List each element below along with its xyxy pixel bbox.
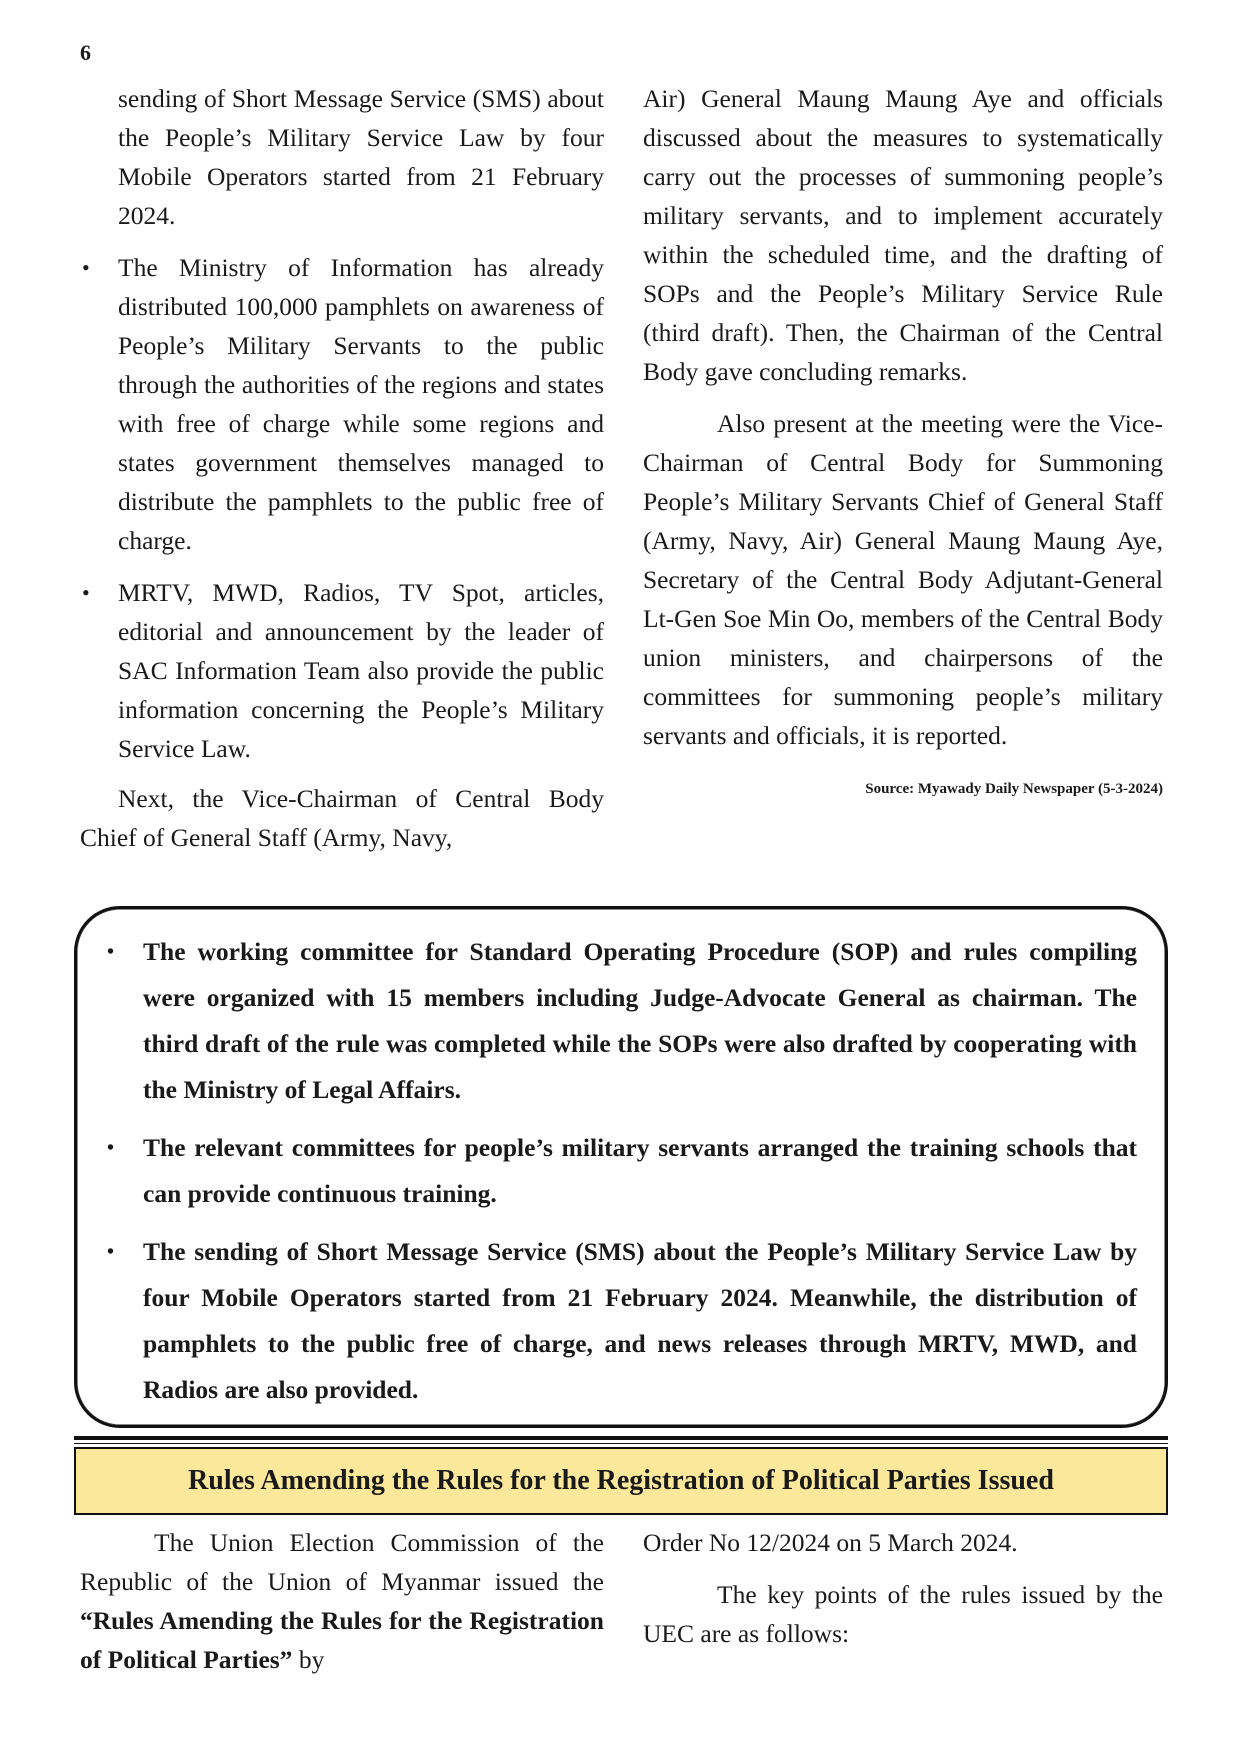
section-left-column [80,1523,604,1679]
page-number: 6 [80,40,91,65]
bullet-dot-icon: • [107,1241,115,1263]
section-heading [74,1447,1168,1515]
article-source-credit: Source: Myawady Daily Newspaper (5-3-2024) [865,781,1163,797]
summary-bullet-item [107,929,1137,1113]
article-attendees-paragraph: Also present at the meeting were the Vice-Chairman of Central Body for Summoning People’s Military Servants Chief of General Staff (Army, Navy, Air) General Maung Maung Aye, Secretary of the Central Body Adjutant-General Lt-Gen Soe Min Oo, members of the Central Body union ministers, and chairpersons of the committees for summoning people’s military servants and officials, it is reported. [643,409,1163,750]
bullet-dot-icon: • [107,941,115,963]
section-intro-text: The Union Election Commission of the Republic of the Union of Myanmar issued the [80,1528,604,1596]
summary-bullet-item [107,1125,1137,1217]
section-intro-text-end: by [292,1645,325,1674]
section-heading-text: Rules Amending the Rules for the Registration of Political Parties Issued [188,1465,1054,1496]
article-intro-paragraph: sending of Short Message Service (SMS) about the People’s Military Service Law by four Mobile Operators started from 21 February 2024. [118,84,604,230]
section-intro-paragraph [80,1523,604,1679]
article-bullet-item [80,248,604,560]
bullet-dot-icon: • [82,255,90,280]
summary-bullet-text: The working committee for Standard Operating Procedure (SOP) and rules compiling were organized with 15 members including Judge-Advocate General as chairman. The third draft of the rule was completed while the SOPs were also drafted by cooperating with the Ministry of Legal Affairs. [143,937,1137,1104]
summary-box [74,906,1168,1428]
rules-title-quote: “Rules Amending the Rules for the Registration of Political Parties” [80,1606,604,1674]
summary-list [77,909,1165,1413]
section-divider [74,1436,1168,1444]
section-continuation-paragraph: Order No 12/2024 on 5 March 2024. [643,1528,1018,1557]
article-bullet-item [80,573,604,768]
bullet-dot-icon: • [107,1137,115,1159]
article-left-column [80,79,604,857]
section-key-points-paragraph: The key points of the rules issued by the UEC are as follows: [643,1580,1163,1648]
summary-bullet-text: The sending of Short Message Service (SMS) about the People’s Military Service Law by four Mobile Operators started from 21 February 2024. Meanwhile, the distribution of pamphlets to the public free of charge, and news releases through MRTV, MWD, and Radios are also provided. [143,1237,1137,1404]
article-next-paragraph: Next, the Vice-Chairman of Central Body Chief of General Staff (Army, Navy, [80,784,604,852]
article-continuation-paragraph: Air) General Maung Maung Aye and officials discussed about the measures to systematically carry out the processes of summoning people’s military servants, and to implement accurately within the scheduled time, and the drafting of SOPs and the People’s Military Service Rule (third draft). Then, the Chairman of the Central Body gave concluding remarks. [643,84,1163,386]
article-right-column [643,79,1163,799]
article-bullet-text: The Ministry of Information has already distributed 100,000 pamphlets on awareness of People’s Military Servants to the public through the authorities of the regions and states with free of charge while some regions and states government themselves managed to distribute the pamphlets to the public free of charge. [118,253,604,555]
summary-bullet-item [107,1229,1137,1413]
section-right-column [643,1523,1163,1653]
summary-bullet-text: The relevant committees for people’s military servants arranged the training schools that can provide continuous training. [143,1133,1137,1208]
article-bullet-text: MRTV, MWD, Radios, TV Spot, articles, editorial and announcement by the leader of SAC Information Team also provide the public information concerning the People’s Military Service Law. [118,578,604,763]
bullet-dot-icon: • [82,580,90,605]
